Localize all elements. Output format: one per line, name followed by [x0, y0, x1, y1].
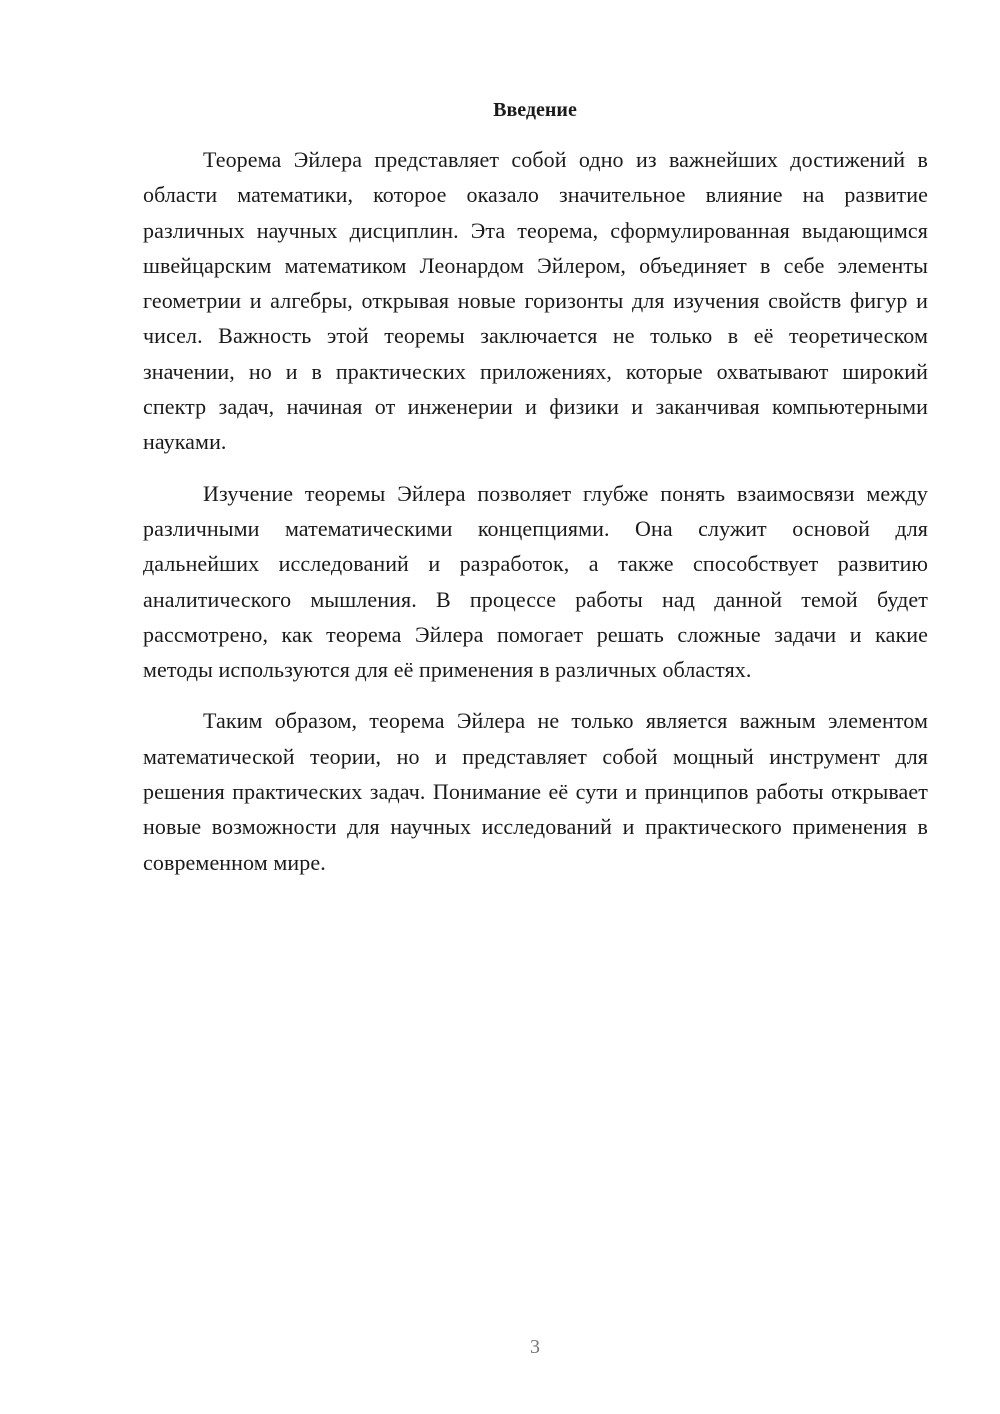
page-number: 3 [530, 1336, 540, 1358]
paragraph-1: Теорема Эйлера представляет собой одно из важнейших достижений в области математики, которое оказало значительное влияние на развитие различных научных дисциплин. Эта теорема, сформулированная выдающимся швейцарским математиком Леонардом Эйлером, объединяет в себе элементы геометрии и алгебры, открывая новые горизонты для изучения свойств фигур и чисел. Важность этой теоремы заключается не только в её теоретическом значении, но и в практических приложениях, которые охватывают широкий спектр задач, начиная от инженерии и физики и заканчивая компьютерными науками. [143, 147, 928, 455]
body-text [143, 142, 928, 880]
paragraph-2: Изучение теоремы Эйлера позволяет глубже понять взаимосвязи между различными математическими концепциями. Она служит основой для дальнейших исследований и разработок, а также способствует развитию аналитического мышления. В процессе работы над данной темой будет рассмотрено, как теорема Эйлера помогает решать сложные задачи и какие методы используются для её применения в различных областях. [143, 480, 928, 683]
paragraph-3: Таким образом, теорема Эйлера не только является важным элементом математической теории, но и представляет собой мощный инструмент для решения практических задач. Понимание её сути и принципов работы открывает новые возможности для научных исследований и практического применения в современном мире. [143, 708, 928, 875]
section-heading: Введение [493, 99, 577, 121]
